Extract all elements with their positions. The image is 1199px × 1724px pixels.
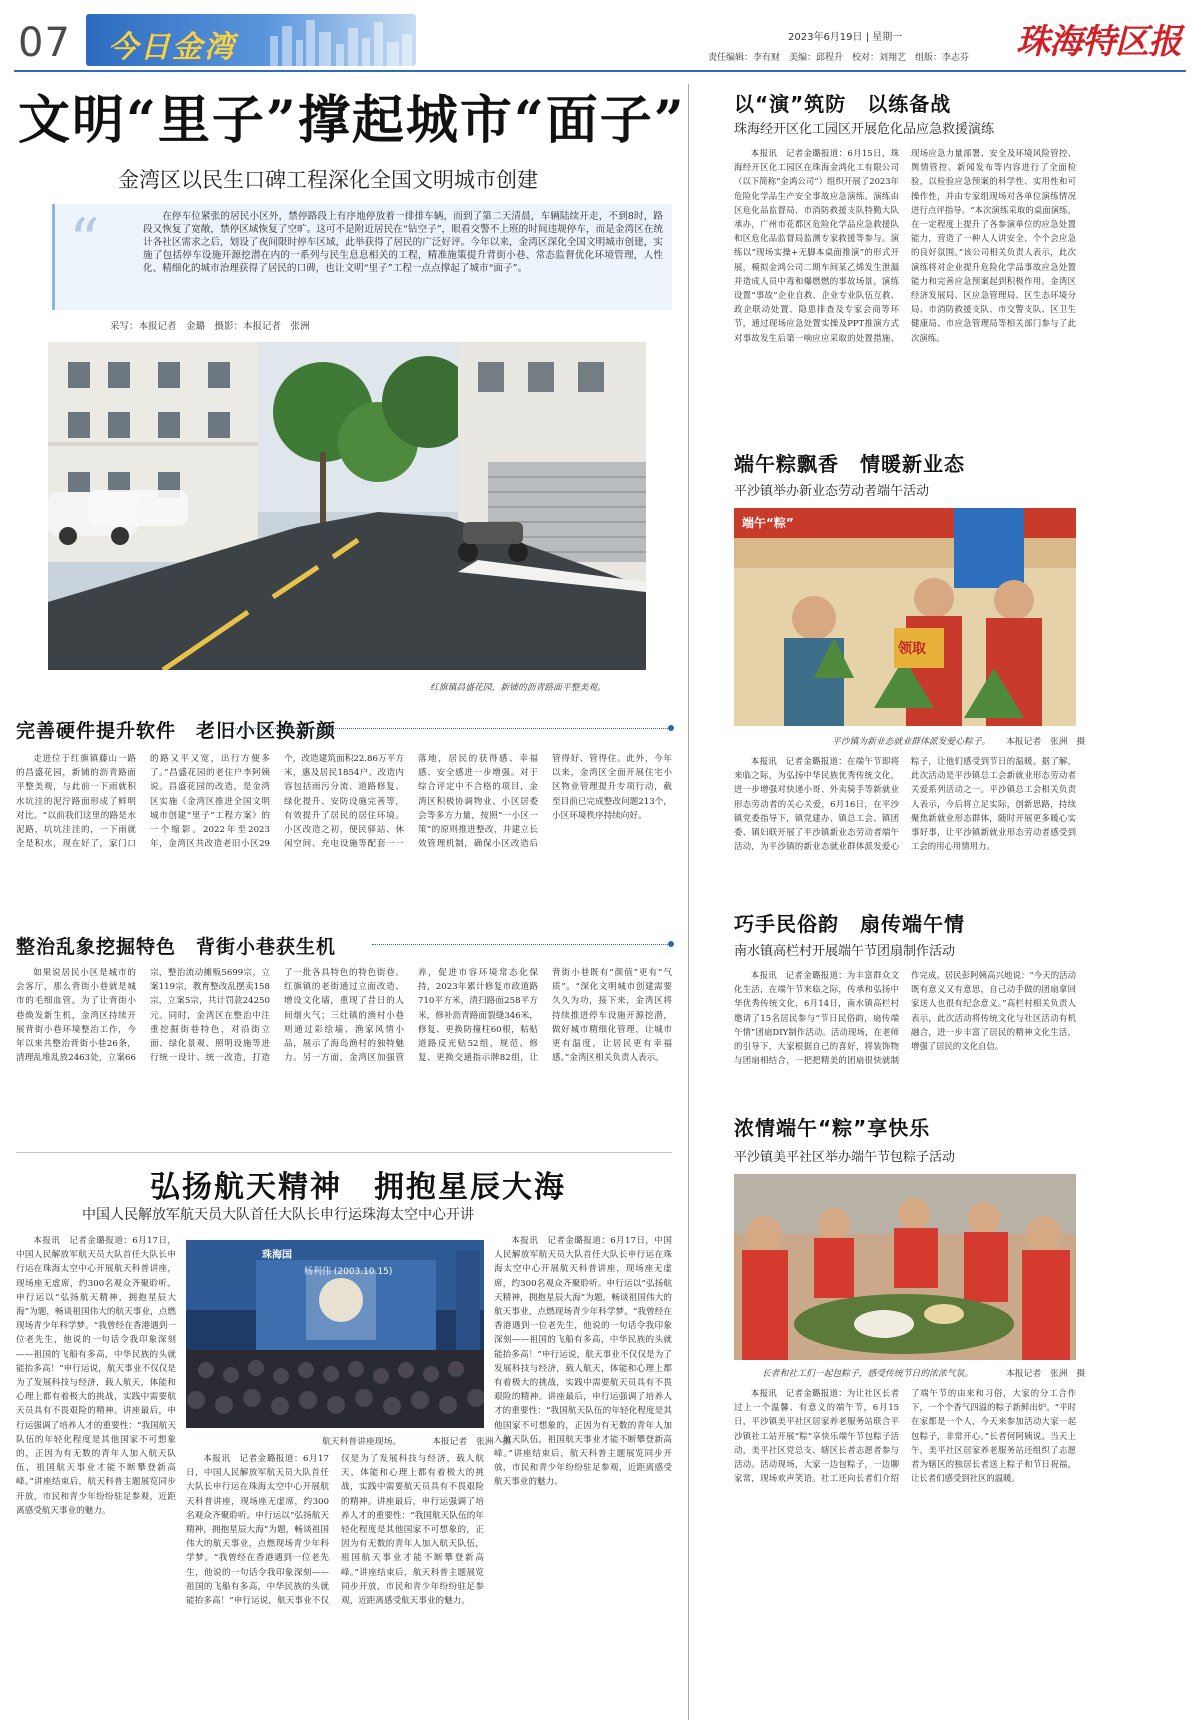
skyline-graphic bbox=[266, 14, 416, 66]
right2-banner-text: 端午“粽” bbox=[742, 516, 794, 530]
date-text: 2023年6月19日 bbox=[788, 32, 863, 43]
right4-photo-credit: 本报记者 张洲 摄 bbox=[1006, 1369, 1086, 1379]
lead-byline: 采写：本报记者 金璐 摄影：本报记者 张洲 bbox=[110, 321, 310, 332]
section3-body-left bbox=[16, 1234, 176, 1720]
right3-title: 巧手民俗韵 扇传端午情 bbox=[734, 912, 965, 936]
right2-sign-text: 领取 bbox=[898, 641, 926, 657]
right2-photo-credit: 本报记者 张洲 摄 bbox=[1006, 737, 1086, 747]
section2-dot bbox=[668, 941, 674, 947]
lead-photo-caption: 红旗镇昌盛花园，新铺的沥青路面平整美观。 bbox=[430, 683, 606, 693]
paper-logo: 珠海特区报 bbox=[1016, 22, 1181, 62]
section1-body: 走进位于红旗镇藤山一路的昌盛花园，新铺的沥青路面平整美观，与此前一下雨就积水坑洼的泥泞路面形成了鲜明对比。“以前我们这里的路是水泥路，坑坑洼洼的，一下雨就全是积水，现在好了，家门口的路又平又宽，出行方便多了。”昌盛花园的老住户李阿姨说。昌盛花园的改造，是金湾区实施《金湾区推进全国文明城市创建“里子”工程方案》的一个缩影。2022年至2023年，金湾区共改造老旧小区29个，改造建筑面积22.86万平方米，惠及居民1854户。改造内容包括雨污分流、道路修复、绿化提升、安防设施完善等，有效提升了居民的居住环境。小区改造之初，便民驿站、休闲空间、充电设施等配套一一落地，居民的获得感、幸福感、安全感进一步增强。对于综合评定中不合格的项目，金湾区积极协调物业、小区居委会等多方力量，按照“一小区一策”的原则推进整改，并建立长效管理机制，确保小区改造后管得好、管得住。此外，今年以来，金湾区全面开展住宅小区物业管理提升专项行动，截至目前已完成整改问题213个，小区环境秩序持续向好。 bbox=[16, 754, 672, 850]
right2-body: 本报讯 记者金璐报道：在端午节即将来临之际，为弘扬中华民族优秀传统文化，进一步增强对快递小哥、外卖骑手等新就业形态劳动者的关心关爱，6月16日，在平沙镇党委指导下，镇党建办、镇总工会、镇团委、镇妇联开展了平沙镇新业态劳动者端午活动，为平沙镇的新业态就业群体派发爱心粽子，让他们感受到节日的温暖。据了解，此次活动是平沙镇总工会新就业形态劳动者关爱系列活动之一。平沙镇总工会相关负责人表示，今后将立足实际，创新思路，持续聚焦新就业形态群体，随时开展更多暖心实事好事，让平沙镇新就业形态劳动者感受到工会的用心用情用力。 bbox=[734, 756, 1076, 852]
right4-photo-caption: 长者和社工们一起包粽子，感受传统节日的浓浓气氛。 bbox=[762, 1369, 974, 1379]
section3-body-mid bbox=[186, 1452, 484, 1720]
editor-credits: 责任编辑：李有财 美编：邱程升 校对：刘翔艺 组版：李志芬 bbox=[708, 53, 970, 63]
lead-subtitle: 金湾区以民生口碑工程深化全国文明城市创建 bbox=[118, 168, 538, 192]
lead-photo bbox=[48, 342, 646, 670]
right2-photo-caption: 平沙镇为新业态就业群体派发爱心粽子。 bbox=[832, 737, 991, 747]
section3-photo bbox=[186, 1240, 484, 1428]
section3-subtitle: 中国人民解放军航天员大队首任大队长申行运珠海太空中心开讲 bbox=[82, 1207, 474, 1223]
section2-title: 整治乱象挖掘特色 背街小巷获生机 bbox=[16, 936, 337, 958]
section-title: 今日金湾 bbox=[108, 30, 236, 65]
right2-subtitle: 平沙镇举办新业态劳动者端午活动 bbox=[734, 484, 930, 499]
section3-photo-credit: 本报记者 张洲 摄 bbox=[432, 1437, 512, 1447]
right1-subtitle: 珠海经开区化工园区开展危化品应急救援演练 bbox=[734, 122, 995, 137]
section3-body-text-3: 本报讯 记者金璐报道：6月17日，中国人民解放军航天员大队首任大队长申行运在珠海太空中心开展航天科普讲座，现场座无虚席，约300名观众齐聚聆听。申行运以“弘扬航天精神，拥抱星辰大海”为题，畅谈祖国伟大的航天事业，点燃现场青少年科学梦。“我曾经在香港遇到一位老先生，他说的一句话令我印象深刻——祖国的飞船有多高，中华民族的头就能抬多高！”申行运说，航天事业不仅仅是为了发展科技与经济，载人航天，体能和心理上都有着极大的挑战，实践中需要航天员具有不畏艰险的精神。讲座最后，申行运强调了培养人才的重要性：“我国航天队伍的年轻化程度是其他国家不可想象的，正因为有无数的青年人加入航天队伍，祖国航天事业才能不断攀登新高峰。”讲座结束后，航天科普主题展览同步开放，市民和青少年纷纷驻足参观，近距离感受航天事业的魅力。 bbox=[494, 1236, 672, 1488]
issue-date: 2023年6月19日 | 星期一 bbox=[788, 32, 903, 43]
lead-headline: 文明“里子”撑起城市“面子” bbox=[18, 90, 686, 151]
right1-title: 以“演”筑防 以练备战 bbox=[734, 92, 952, 116]
section1-divider bbox=[222, 728, 672, 729]
quote-icon: “ bbox=[69, 206, 100, 276]
right2-title: 端午粽飘香 情暖新业态 bbox=[734, 452, 965, 476]
section3-title: 弘扬航天精神 拥抱星辰大海 bbox=[150, 1170, 566, 1205]
masthead bbox=[0, 0, 1199, 78]
section-banner bbox=[86, 14, 416, 66]
photo-logo-text: 珠海国 bbox=[262, 1250, 292, 1261]
section1-title: 完善硬件提升软件 老旧小区换新颜 bbox=[16, 720, 337, 742]
photo-banner-text: 杨利伟 (2003.10.15) bbox=[304, 1267, 393, 1277]
right1-body: 本报讯 记者金璐报道：6月15日，珠海经开区化工园区在珠海金鸿化工有限公司（以下简称“金鸿公司”）组织开展了2023年危险化学品生产安全事故应急演练。演练由区危化品监督局、市消防救援支队特勤大队承办，广州市花都区危险化学品应急救援队和区危化品监督局监测专家救援等参与。演练以“现场实操+无脚本桌面推演”的形式开展，模拟金鸿公司二期车间某乙烯发生泄漏并造成人员中毒和爆燃燃的事故场景。演练设置“事故”企业自救、企业专业队伍互救、政企联动处置、隐患排查及专家会商等环节，通过现场应急处置实操及PPT推演方式对事故发生后第一响应应采取的处置措施、现场应急力量部署、安全及环境风险管控、舆情管控、新闻发布等内容进行了全面检验，以检验应急预案的科学性、实用性和可操作性，并由专家组现场对各单位演练情况进行点评指导。“本次演练采取的桌面演练，在一定程度上提升了各参演单位的应急处置能力，营造了一种人人讲安全、个个会应急的良好氛围。”该公司相关负责人表示，此次演练将对企业提升危险化学品事故应急处置能力和完善应急预案起到积极作用。金湾区经济发展局、区应急管理局、区生态环境分局、市消防救援支队、市交警支队、区卫生健康局、市应急管理局等相关部门参与了此次演练。 bbox=[734, 148, 1076, 343]
right4-title: 浓情端午“粽”享快乐 bbox=[734, 1116, 931, 1140]
section2-divider bbox=[372, 944, 672, 945]
section3-topline bbox=[16, 1152, 672, 1153]
street-scene bbox=[48, 342, 646, 670]
zongzi-scene bbox=[734, 508, 1076, 726]
section3-body-text-2: 本报讯 记者金璐报道：6月17日，中国人民解放军航天员大队首任大队长申行运在珠海太空中心开展航天科普讲座，现场座无虚席，约300名观众齐聚聆听。申行运以“弘扬航天精神，拥抱星辰大海”为题，畅谈祖国伟大的航天事业，点燃现场青少年科学梦。“我曾经在香港遇到一位老先生，他说的一句话令我印象深刻——祖国的飞船有多高，中华民族的头就能抬多高！”申行运说，航天事业不仅仅是为了发展科技与经济，载人航天，体能和心理上都有着极大的挑战，实践中需要航天员具有不畏艰险的精神。讲座最后，申行运强调了培养人才的重要性：“我国航天队伍的年轻化程度是其他国家不可想象的，正因为有无数的青年人加入航天队伍，祖国航天事业才能不断攀登新高峰。”讲座结束后，航天科普主题展览同步开放，市民和青少年纷纷驻足参观，近距离感受航天事业的魅力。 bbox=[186, 1454, 484, 1607]
right4-photo bbox=[734, 1174, 1076, 1360]
page-number: 07 bbox=[18, 20, 71, 66]
dumpling-scene bbox=[734, 1174, 1076, 1360]
right2-photo bbox=[734, 508, 1076, 726]
section3-photo-caption: 航天科普讲座现场。 bbox=[322, 1437, 402, 1447]
section2-body: 如果说居民小区是城市的会客厅，那么背街小巷就是城市的毛细血管。为了让背街小巷焕发新生机，金湾区持续开展背街小巷环境整治工作，今年以来共整治背街小巷26条，清理乱堆乱放2463处，立案66宗，整治流动摊贩5699宗，立案119宗，教育整改乱摆卖158宗，立案5宗，共计罚款24250元。同时，金湾区在整治中注重挖掘街巷特色，对沿街立面、绿化景观、照明设施等进行统一设计、统一改造，打造了一批各具特色的特色街巷。红旗镇的老街通过立面改造、增设文化墙，重现了昔日的人间烟火气；三灶镇的渔村小巷则通过彩绘墙、渔家风情小品，展示了海岛渔村的独特魅力。另一方面，金湾区加强管养，促进市容环境常态化保持，2023年累计修复市政道路710平方米，清扫路面258平方米，修补沥青路面裂缝346米，修复、更换防撞柱60根，粘贴道路反光贴52组，规范、修复、更换交通指示牌82组，让背街小巷既有“颜值”更有“气质”。“深化文明城市创建需要久久为功，接下来，金湾区将持续推进停车设施开源挖潜，做好城市精细化管理，让城市更有温度，让居民更有幸福感。”金湾区相关负责人表示。 bbox=[16, 968, 672, 1064]
right3-body: 本报讯 记者金璐报道：为丰富群众文化生活，在端午节来临之际，传承和弘扬中华优秀传统文化，6月14日，南水镇高栏村邀请了15名居民参与“节日民俗韵，扇传端午情”团扇DIY制作活动。活动现场，在老师的引导下，大家根据自己的喜好，将装饰物与团扇相结合，一把把精美的团扇很快就制作完成。居民彭阿姨高兴地说：“今天的活动既有意义又有意思，自己动手做的团扇拿回家送人也很有纪念意义。”高栏村相关负责人表示，此次活动将传统文化与社区活动有机融合，进一步丰富了居民的精神文化生活，增强了居民的文化自信。 bbox=[734, 970, 1076, 1066]
section3-body-right bbox=[494, 1234, 672, 1720]
masthead-line bbox=[14, 70, 1186, 72]
right4-subtitle: 平沙镇美平社区举办端午节包粽子活动 bbox=[734, 1150, 956, 1165]
section3-body-text: 本报讯 记者金璐报道：6月17日，中国人民解放军航天员大队首任大队长申行运在珠海太空中心开展航天科普讲座，现场座无虚席，约300名观众齐聚聆听。申行运以“弘扬航天精神，拥抱星辰大海”为题，畅谈祖国伟大的航天事业，点燃现场青少年科学梦。“我曾经在香港遇到一位老先生，他说的一句话令我印象深刻——祖国的飞船有多高，中华民族的头就能抬多高！”申行运说，航天事业不仅仅是为了发展科技与经济，载人航天，体能和心理上都有着极大的挑战，实践中需要航天员具有不畏艰险的精神。讲座最后，申行运强调了培养人才的重要性：“我国航天队伍的年轻化程度是其他国家不可想象的，正因为有无数的青年人加入航天队伍，祖国航天事业才能不断攀登新高峰。”讲座结束后，航天科普主题展览同步开放，市民和青少年纷纷驻足参观，近距离感受航天事业的魅力。 bbox=[16, 1236, 176, 1516]
right3-subtitle: 南水镇高栏村开展端午节团扇制作活动 bbox=[734, 944, 956, 959]
column-divider bbox=[688, 84, 689, 1720]
section1-dot bbox=[668, 725, 674, 731]
right4-body: 本报讯 记者金璐报道：为让社区长者过上一个温馨、有意义的端午节，6月15日，平沙镇美平社区居家养老服务站联合平沙镇社工站开展“粽”享快乐端午节包粽子活动，美平社区党总支、辖区长者志愿者参与活动。活动现场，大家一边包粽子，一边聊家常，现场欢声笑语。社工还向长者们介绍了端午节的由来和习俗，大家的分工合作下，一个个香气四溢的粽子新鲜出炉。“平时在家都是一个人，今天来参加活动大家一起包粽子，非常开心。”长者何阿姨说。当天上午，美平社区居家养老服务站还组织了志愿者为辖区的独居长者送上粽子和节日祝福，让长者们感受到社区的温暖。 bbox=[734, 1388, 1076, 1484]
lead-summary: 在停车位紧张的居民小区外，禁停路段上有序地停放着一排排车辆，而到了第二天清晨，车辆陆续开走，不到8时，路段又恢复了宽敞，禁停区域恢复了空旷。这可不是附近居民在“钻空子”，眼看交警不上班的时间违规停车，而是金湾区在统计各社区需求之后，划设了夜间限时停车区域，此举获得了居民的广泛好评。今年以来，金湾区深化全国文明城市创建，实施了包括停车设施开源挖潜在内的一系列与民生息息相关的工程，精准施策提升背街小巷、常态监督优化环境管理，人性化、精细化的城市治理获得了居民的口碑，也让文明“里子”工程一点点撑起了城市“面子”。 bbox=[143, 211, 663, 274]
weekday-text: 星期一 bbox=[872, 32, 903, 43]
lead-summary-box bbox=[52, 204, 672, 310]
